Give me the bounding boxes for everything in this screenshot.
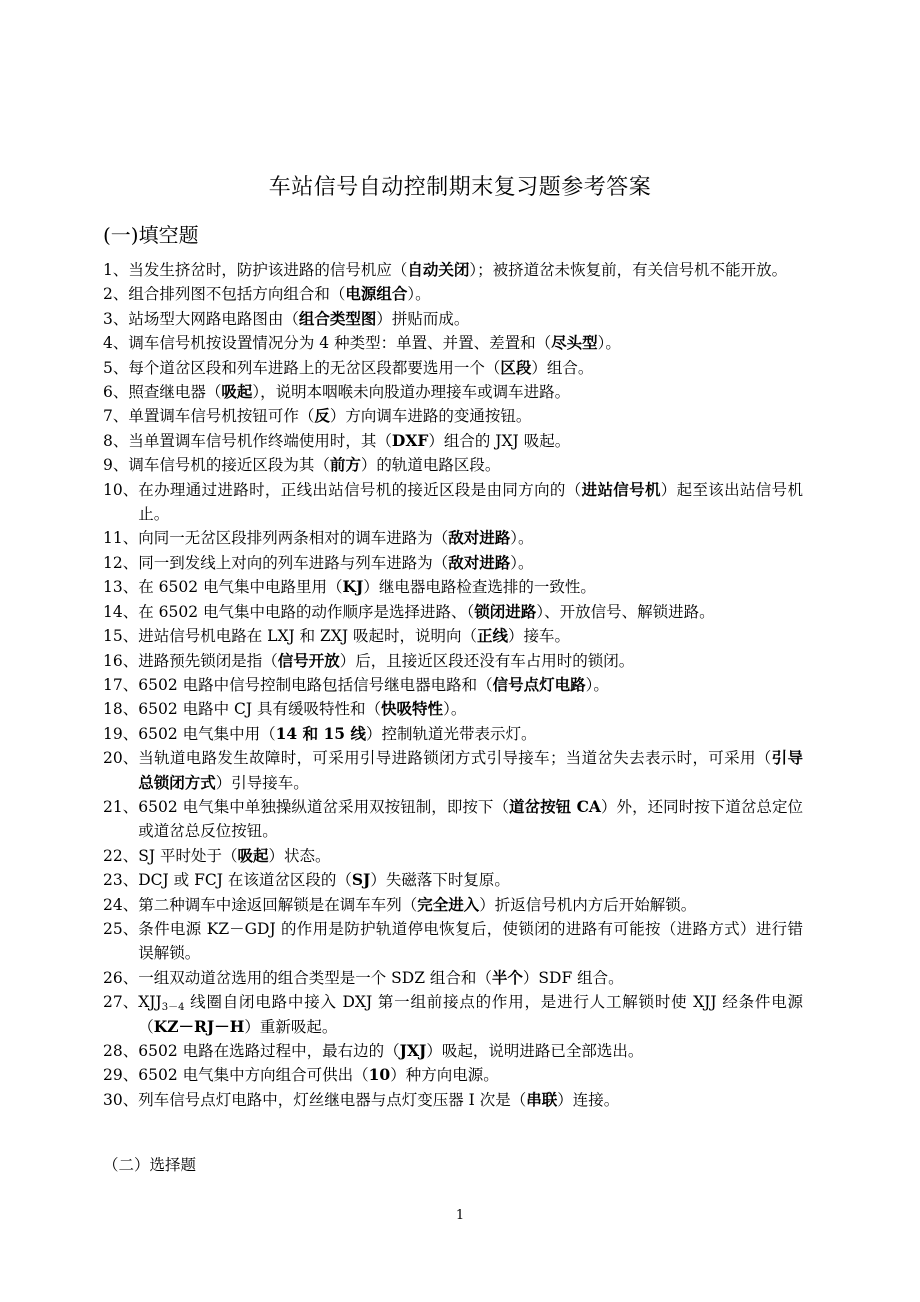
- question-text: ）外，还同时按下道岔总定位或道岔总反位按钮。: [138, 797, 803, 841]
- question-text: 调车信号机的接近区段为其（: [128, 456, 330, 475]
- answer-text: KJ: [342, 577, 364, 597]
- question-text: ）。: [585, 675, 609, 694]
- question-text: ）接车。: [508, 627, 571, 646]
- answer-text: 串联: [526, 1089, 558, 1109]
- list-item: [103, 575, 803, 599]
- answer-list: [103, 258, 803, 1112]
- answer-text: 尽头型: [551, 333, 598, 353]
- item-number: 26、: [103, 968, 139, 987]
- answer-text: 10: [368, 1065, 391, 1085]
- list-item: [103, 673, 803, 697]
- section-heading-fill-blank: (一)填空题: [103, 223, 199, 247]
- question-text: ）失磁落下时复原。: [370, 871, 510, 890]
- list-item: [103, 258, 803, 282]
- item-number: 30、: [103, 1090, 139, 1109]
- question-text: 进路预先锁闭是指（: [138, 651, 278, 670]
- item-number: 28、: [103, 1042, 139, 1060]
- answer-text: JXJ: [399, 1041, 427, 1060]
- question-text: 当发生挤岔时，防护该进路的信号机应（: [128, 261, 408, 279]
- question-text: ）种方向电源。: [390, 1066, 499, 1085]
- question-text: ）继电器电路检查选排的一致性。: [363, 578, 596, 597]
- item-text: [128, 331, 803, 355]
- list-item: [103, 453, 803, 477]
- question-text: 6502 电路中 CJ 具有缓吸特性和（: [138, 700, 382, 719]
- item-text: [128, 356, 803, 380]
- item-number: 13、: [103, 578, 139, 597]
- question-text: 调车信号机按设置情况分为 4 种类型：单置、并置、差置和（: [128, 334, 552, 353]
- item-number: 2、: [103, 285, 129, 304]
- question-text: 当单置调车信号机作终端使用时，其（: [128, 431, 392, 450]
- answer-text: 前方: [329, 455, 361, 475]
- answer-text: 道岔按钮 CA: [509, 796, 601, 816]
- item-text: [138, 746, 803, 795]
- question-text: 6502 电路中信号控制电路包括信号继电器电路和（: [138, 675, 493, 694]
- answer-text: 电源组合: [345, 284, 408, 304]
- answer-text: 敌对进路: [448, 528, 511, 548]
- answer-text: 组合类型图: [298, 308, 377, 328]
- question-text: ）。: [597, 334, 621, 353]
- list-item: [103, 722, 803, 746]
- question-text: ）组合的 JXJ 吸起。: [428, 431, 571, 450]
- question-text: 6502 电气集中用（: [138, 724, 276, 743]
- question-text: ）折返信号机内方后开始解锁。: [479, 895, 697, 914]
- item-text: [138, 624, 803, 648]
- list-item: [103, 551, 803, 575]
- item-text: [138, 673, 803, 697]
- item-number: 1、: [103, 261, 129, 279]
- answer-text: KZ－RJ－H: [153, 1016, 245, 1036]
- question-text: XJJ: [138, 993, 162, 1012]
- item-text: [138, 893, 803, 917]
- question-text: 条件电源 KZ－GDJ 的作用是防护轨道停电恢复后，使锁闭的进路有可能按（进路方式）进行错误解锁。: [138, 919, 803, 963]
- item-number: 29、: [103, 1066, 139, 1085]
- question-text: ）。: [510, 529, 534, 548]
- list-item: [103, 746, 803, 795]
- list-item: [103, 600, 803, 624]
- item-number: 21、: [103, 797, 139, 816]
- question-text: ）拼贴而成。: [376, 309, 470, 328]
- item-text: [128, 429, 803, 453]
- question-text: 一组双动道岔选用的组合类型是一个 SDZ 组合和（: [138, 968, 492, 987]
- question-text: 在 6502 电气集中电路的动作顺序是选择进路、（: [138, 602, 475, 621]
- list-item: [103, 868, 803, 892]
- page-number: 1: [455, 1208, 465, 1223]
- item-number: 9、: [103, 456, 129, 475]
- answer-text: 进站信号机: [581, 479, 661, 499]
- question-text: 6502 电路在选路过程中，最右边的（: [138, 1042, 400, 1060]
- item-text: [138, 478, 803, 527]
- page-title: 车站信号自动控制期末复习题参考答案: [268, 175, 652, 200]
- item-number: 10、: [103, 480, 139, 499]
- item-number: 16、: [103, 651, 139, 670]
- list-item: [103, 649, 803, 673]
- item-text: [138, 551, 803, 575]
- question-text: 组合排列图不包括方向组合和（: [128, 285, 346, 304]
- list-item: [103, 1088, 803, 1112]
- question-text: ）、开放信号、解锁进路。: [536, 602, 715, 621]
- question-text: 在 6502 电气集中电路里用（: [138, 578, 343, 597]
- item-number: 8、: [103, 431, 129, 450]
- subscript-text: 3－4: [161, 1002, 185, 1014]
- item-text: [138, 844, 803, 868]
- question-text: 单置调车信号机按钮可作（: [128, 407, 315, 426]
- list-item: [103, 331, 803, 355]
- item-number: 22、: [103, 846, 139, 865]
- list-item: [103, 844, 803, 868]
- item-text: [138, 795, 803, 844]
- item-text: [138, 600, 803, 624]
- question-text: 照查继电器（: [128, 383, 222, 402]
- answer-text: DXF: [391, 430, 429, 450]
- question-text: ）控制轨道光带表示灯。: [365, 724, 537, 743]
- item-number: 12、: [103, 553, 139, 572]
- answer-text: 区段: [500, 357, 532, 377]
- question-text: 每个道岔区段和列车进路上的无岔区段都要选用一个（: [128, 358, 501, 377]
- question-text: ）重新吸起。: [244, 1017, 338, 1036]
- question-text: ），说明本咽喉未向股道办理接车或调车进路。: [252, 383, 571, 402]
- item-text: [138, 1088, 803, 1112]
- question-text: ）组合。: [531, 358, 594, 377]
- list-item: [103, 795, 803, 844]
- answer-text: 信号点灯电路: [492, 674, 586, 694]
- list-item: [103, 307, 803, 331]
- answer-text: 完全进入: [417, 894, 480, 914]
- list-item: [103, 697, 803, 721]
- item-number: 17、: [103, 675, 139, 694]
- question-text: 线圈自闭电路中接入 DXJ 第一组前接点的作用，是进行人工解锁时使 XJJ 经条件电源（: [138, 993, 803, 1036]
- list-item: [103, 478, 803, 527]
- list-item: [103, 282, 803, 306]
- answer-text: 自动关闭: [407, 260, 470, 279]
- question-text: 同一到发线上对向的列车进路与列车进路为（: [138, 553, 449, 572]
- question-text: 站场型大网路电路图由（: [128, 309, 299, 328]
- question-text: ）。: [510, 553, 534, 572]
- list-item: [103, 966, 803, 990]
- question-text: ）SDF 组合。: [522, 968, 624, 987]
- item-text: [138, 722, 803, 746]
- answer-text: 引导总锁闭方式: [138, 748, 803, 792]
- list-item: [103, 404, 803, 428]
- question-text: 当轨道电路发生故障时，可采用引导进路锁闭方式引导接车；当道岔失去表示时，可采用（: [138, 749, 772, 768]
- answer-text: 信号开放: [277, 650, 340, 670]
- list-item: [103, 1039, 803, 1063]
- item-number: 4、: [103, 334, 129, 353]
- item-text: [138, 575, 803, 599]
- item-text: [138, 526, 803, 550]
- item-text: [138, 917, 803, 966]
- item-number: 14、: [103, 602, 139, 621]
- question-text: ）后，且接近区段还没有车占用时的锁闭。: [339, 651, 635, 670]
- item-text: [128, 380, 803, 404]
- question-text: DCJ 或 FCJ 在该道岔区段的（: [138, 871, 352, 890]
- question-text: ）状态。: [268, 846, 331, 865]
- question-text: 6502 电气集中方向组合可供出（: [138, 1066, 369, 1085]
- answer-text: 14 和 15 线: [275, 723, 366, 743]
- item-text: [128, 307, 803, 331]
- question-text: 在办理通过进路时，正线出站信号机的接近区段是由同方向的（: [138, 480, 582, 499]
- question-text: 进站信号机电路在 LXJ 和 ZXJ 吸起时，说明向（: [138, 627, 478, 646]
- item-number: 7、: [103, 407, 129, 426]
- list-item: [103, 429, 803, 453]
- item-number: 5、: [103, 358, 129, 377]
- question-text: ）方向调车进路的变通按钮。: [329, 407, 532, 426]
- question-text: ）起至该出站信号机止。: [138, 480, 803, 524]
- section-heading-multiple-choice: （二）选择题: [103, 1156, 197, 1174]
- item-text: [128, 453, 803, 477]
- item-text: [138, 697, 803, 721]
- list-item: [103, 526, 803, 550]
- question-text: 向同一无岔区段排列两条相对的调车进路为（: [138, 529, 449, 548]
- item-number: 27、: [103, 993, 139, 1012]
- list-item: [103, 624, 803, 648]
- item-text: [138, 1039, 803, 1063]
- item-number: 20、: [103, 749, 139, 768]
- item-number: 15、: [103, 627, 139, 646]
- item-text: [128, 282, 803, 306]
- item-text: [128, 258, 803, 282]
- item-number: 19、: [103, 724, 139, 743]
- question-text: ）。: [443, 700, 467, 719]
- item-text: [138, 649, 803, 673]
- item-text: [128, 404, 803, 428]
- item-number: 24、: [103, 895, 139, 914]
- list-item: [103, 1063, 803, 1087]
- question-text: ）吸起，说明进路已全部选出。: [426, 1042, 644, 1060]
- answer-text: 锁闭进路: [474, 601, 537, 621]
- question-text: SJ 平时处于（: [138, 846, 238, 865]
- item-number: 11、: [103, 529, 139, 548]
- question-text: 第二种调车中途返回解锁是在调车车列（: [138, 895, 418, 914]
- item-number: 25、: [103, 919, 139, 938]
- answer-text: 半个: [491, 967, 523, 987]
- question-text: 6502 电气集中单独操纵道岔采用双按钮制，即按下（: [138, 797, 509, 816]
- item-number: 23、: [103, 871, 139, 890]
- answer-text: 快吸特性: [381, 699, 444, 719]
- answer-text: 敌对进路: [448, 552, 511, 572]
- item-text: [138, 966, 803, 990]
- answer-text: 吸起: [237, 845, 269, 865]
- list-item: [103, 356, 803, 380]
- question-text: ）连接。: [557, 1090, 620, 1109]
- item-text: [138, 1063, 803, 1087]
- list-item: [103, 990, 803, 1039]
- question-text: 列车信号点灯电路中，灯丝继电器与点灯变压器 I 次是（: [138, 1090, 527, 1109]
- item-number: 6、: [103, 383, 129, 402]
- question-text: ）引导接车。: [215, 773, 309, 792]
- question-text: ）。: [407, 285, 431, 304]
- list-item: [103, 380, 803, 404]
- list-item: [103, 893, 803, 917]
- item-text: [138, 868, 803, 892]
- answer-text: 吸起: [221, 382, 253, 402]
- item-number: 3、: [103, 309, 129, 328]
- question-text: ）的轨道电路区段。: [360, 456, 501, 475]
- item-text: [138, 990, 803, 1039]
- list-item: [103, 917, 803, 966]
- question-text: ）；被挤道岔未恢复前，有关信号机不能开放。: [469, 261, 788, 279]
- item-number: 18、: [103, 700, 139, 719]
- answer-text: 反: [314, 406, 330, 426]
- answer-text: SJ: [351, 870, 371, 890]
- answer-text: 正线: [477, 626, 509, 646]
